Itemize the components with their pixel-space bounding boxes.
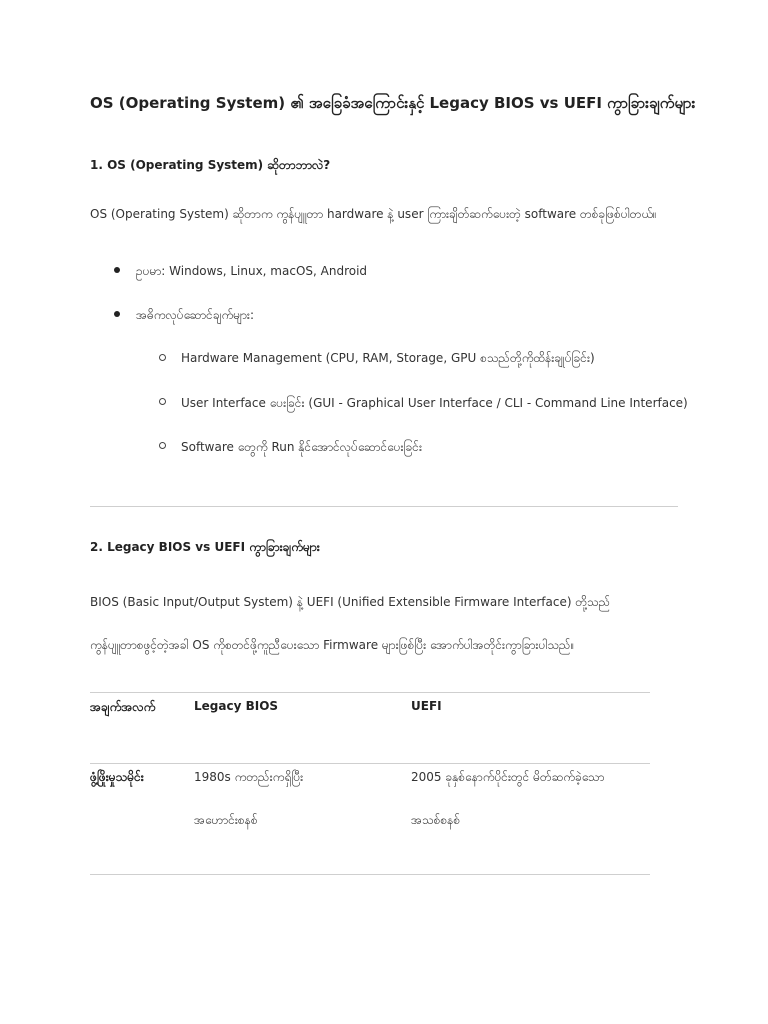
- section2-paragraph-2: ကွန်ပျူတာစဖွင့်တဲ့အခါ OS ကိုစတင်ဖို့ကူညီပေးသော Firmware များဖြစ်ပြီး အောက်ပါအတိုင်းကွာခြားပါသည်။: [90, 638, 575, 652]
- bullet-main-functions: အဓိကလုပ်ဆောင်ချက်များ:: [136, 308, 255, 322]
- section1-heading: 1. OS (Operating System) ဆိုတာဘာလဲ?: [90, 158, 331, 172]
- sub-bullet-ring: [159, 354, 166, 361]
- section2-heading: 2. Legacy BIOS vs UEFI ကွာခြားချက်များ: [90, 540, 320, 554]
- table-cell-uefi-line1: 2005 ခုနှစ်နောက်ပိုင်းတွင် မိတ်ဆက်ခဲ့သော: [411, 770, 605, 784]
- section-divider: [90, 506, 678, 507]
- sub-bullet-ring: [159, 398, 166, 405]
- bullet-dot: [114, 267, 120, 273]
- table-header-uefi: UEFI: [411, 699, 442, 713]
- section2-paragraph-1: BIOS (Basic Input/Output System) နဲ့ UEFI (Unified Extensible Firmware Interface) တို့သည်: [90, 595, 611, 609]
- table-row-history-label: ဖွံ့ဖြိုးမှုသမိုင်း: [90, 770, 144, 784]
- table-row-divider: [90, 763, 650, 764]
- table-bottom-border: [90, 874, 650, 875]
- table-cell-bios-line1: 1980s ကတည်းကရှိပြီး: [194, 770, 304, 784]
- bullet-examples: ဥပမာ: Windows, Linux, macOS, Android: [136, 264, 368, 278]
- table-cell-bios-line2: အဟောင်းစနစ်: [194, 813, 258, 827]
- table-top-border: [90, 692, 650, 693]
- sub-bullet-hardware: Hardware Management (CPU, RAM, Storage, GPU စသည်တို့ကိုထိန်းချုပ်ခြင်း): [181, 351, 595, 365]
- bullet-dot: [114, 311, 120, 317]
- sub-bullet-software: Software တွေကို Run နိုင်အောင်လုပ်ဆောင်ပေးခြင်း: [181, 440, 423, 454]
- table-header-legacy-bios: Legacy BIOS: [194, 699, 279, 713]
- table-header-criteria: အချက်အလက်: [90, 700, 156, 714]
- section1-intro: OS (Operating System) ဆိုတာက ကွန်ပျူတာ hardware နဲ့ user ကြားချိတ်ဆက်ပေးတဲ့ software တစ်ခုဖြစ်ပါတယ်။: [90, 207, 657, 221]
- page-title: OS (Operating System) ၏ အခြေခံအကြောင်းနှင့် Legacy BIOS vs UEFI ကွာခြားချက်များ: [90, 94, 696, 112]
- sub-bullet-ring: [159, 442, 166, 449]
- table-cell-uefi-line2: အသစ်စနစ်: [411, 813, 461, 827]
- sub-bullet-ui: User Interface ပေးခြင်း (GUI - Graphical User Interface / CLI - Command Line Interface): [181, 396, 688, 410]
